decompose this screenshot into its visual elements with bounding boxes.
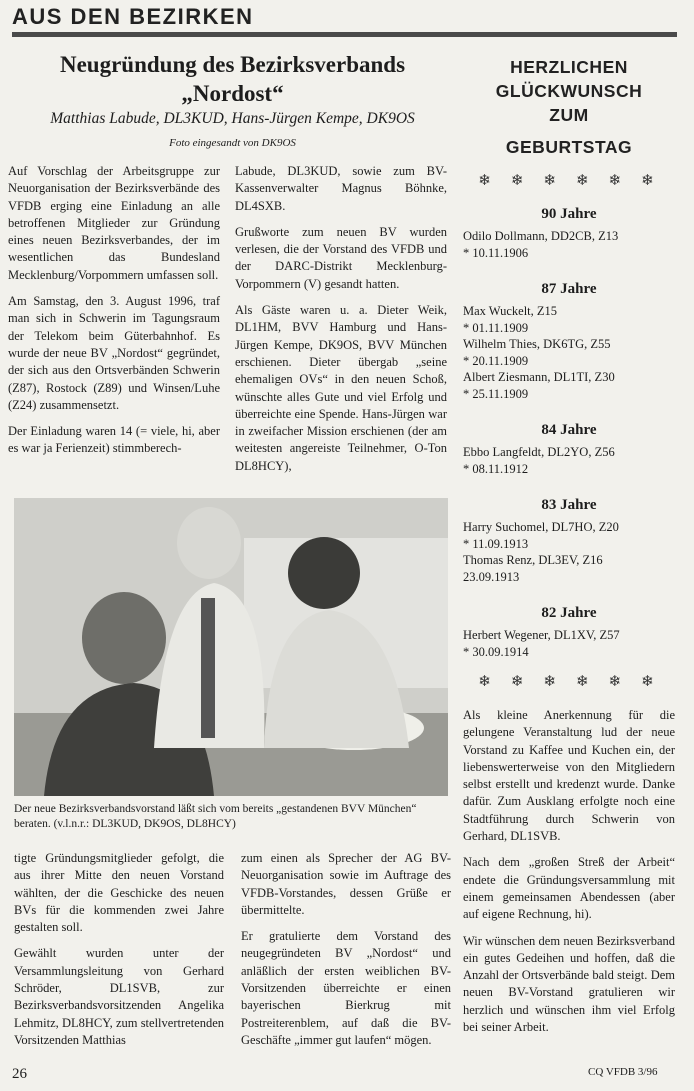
- paragraph: Labude, DL3KUD, sowie zum BV-Kassenverwalter Magnus Böhnke, DL4SXB.: [235, 164, 447, 213]
- sidebar-heading-line: ZUM: [549, 105, 589, 125]
- paragraph: Auf Vorschlag der Arbeitsgruppe zur Neuorganisation der Bezirksverbände des VFDB erging eine Einladung an alle betroffenen Mitglieder zur Gründung eines neuen Bezirksverbandes, der im wesentlichen das Bundesland Mecklenburg/Vorpommern umfassen soll.: [8, 164, 220, 282]
- paragraph: Er gratulierte dem Vorstand des neugegründeten BV „Nordost“ und anläßlich der ersten weiblichen BV-Vorsitzenden überreichte er einen bayerischen Bierkrug mit Postreiterenblem, auf daß die BV-Geschäfte „immer gut laufen“ mögen.: [241, 929, 451, 1047]
- birthday-sidebar: [463, 55, 675, 1045]
- paragraph: Nach dem „großen Streß der Arbeit“ endete die Gründungsversammlung mit einem gemeinsamen Abendessen (aber auf eigene Rechnung, hi).: [463, 855, 675, 922]
- age-group: [463, 497, 675, 585]
- birthday-entry: * 20.11.1909: [463, 353, 529, 368]
- sidebar-heading-line: HERZLICHEN: [510, 57, 628, 77]
- birthday-entry: * 25.11.1909: [463, 386, 529, 401]
- paragraph: Als Gäste waren u. a. Dieter Weik, DL1HM, BVV Hamburg und Hans-Jürgen Kempe, DK9OS, BVV München erschienen. Dieter übergab „seine ehemaligen OVs“ in den neuen Schoß, wünschte alles Gute und viel Erfolg und überreichte eine Spende. Hans-Jürgen war in zweifacher Mission erschienen (der am weitesten angereiste Teilnehmer, O-Ton DL8HCY),: [235, 303, 447, 473]
- photo-caption: Der neue Bezirksverbandsvorstand läßt sich vom bereits „gestandenen BVV München“ beraten. (v.l.n.r.: DL3KUD, DK9OS, DL8HCY): [14, 803, 417, 830]
- paragraph: Der Einladung waren 14 (= viele, hi, aber es war ja Ferienzeit) stimmberech-: [8, 424, 220, 456]
- sidebar-heading-line: GLÜCKWUNSCH: [495, 81, 643, 101]
- photo-credit: Foto eingesandt von DK9OS: [169, 137, 296, 149]
- age-heading: 82 Jahre: [541, 605, 597, 621]
- age-group: [463, 281, 675, 402]
- column-left-top: [8, 163, 220, 467]
- section-header: AUS DEN BEZIRKEN: [12, 4, 254, 29]
- paragraph: Als kleine Anerkennung für die gelungene Veranstaltung lud der neue Vorstand zu Kaffee und Kuchen ein, der liebenswerterweise von den Mitgliedern selbst erstellt und kredenzt wurde. Danke dafür. Zum Ausklang erfolgte noch eine Stadtführung durch Schwerin von Gerhard, DL1SVB.: [463, 708, 675, 844]
- birthday-entry: * 10.11.1906: [463, 245, 529, 260]
- paragraph: Wir wünschen dem neuen Bezirksverband ein gutes Gedeihen und hoffen, daß die Anzahl der Ortsverbände bald steigt. Dem neuen BV-Vorstand gratulieren wir herzlich und wünschen ihm viel Erfolg bei seiner Arbeit.: [463, 933, 675, 1035]
- age-heading: 87 Jahre: [541, 281, 597, 297]
- birthday-entry: Odilo Dollmann, DD2CB, Z13: [463, 229, 619, 243]
- age-heading: 84 Jahre: [541, 422, 597, 438]
- birthday-entry: Albert Ziesmann, DL1TI, Z30: [463, 370, 615, 384]
- column-middle-bottom: [241, 850, 451, 1058]
- paragraph: Gewählt wurden unter der Versammlungsleitung von Gerhard Schröder, DL1SVB, zur Bezirksverbandsvorsitzenden Angelika Lehmitz, DL8HCY, zum stellvertretenden Vorsitzenden Matthias: [14, 946, 224, 1047]
- age-heading: 90 Jahre: [541, 206, 597, 222]
- photo-illustration: [14, 498, 448, 796]
- birthday-entry: * 08.11.1912: [463, 461, 529, 476]
- photo-person-middle-tie: [201, 598, 215, 738]
- paragraph: zum einen als Sprecher der AG BV-Neuorganisation sowie im Auftrage des VFDB-Vorstandes, dessen Grüße er übermittelte.: [241, 851, 451, 917]
- paragraph: tigte Gründungsmitglieder gefolgt, die aus ihrer Mitte den neuen Vorstand wählten, der die Geschicke des neuen BVs für die kommenden zwei Jahre gestalten soll.: [14, 851, 224, 935]
- article-title: [10, 50, 455, 108]
- birthday-entry: 23.09.1913: [463, 569, 520, 584]
- title-line-1: Neugründung des Bezirksverbands: [59, 52, 406, 77]
- birthday-entry: Max Wuckelt, Z15: [463, 304, 558, 318]
- column-left-bottom: [14, 850, 224, 1058]
- article-authors: Matthias Labude, DL3KUD, Hans-Jürgen Kempe, DK9OS: [50, 110, 415, 127]
- header-rule: [12, 32, 677, 37]
- birthday-entry: * 30.09.1914: [463, 644, 529, 659]
- birthday-entry: * 11.09.1913: [463, 536, 529, 551]
- snowflake-divider-icon: ❄❄❄❄❄❄: [478, 674, 674, 690]
- age-heading: 83 Jahre: [541, 497, 597, 513]
- paragraph: Am Samstag, den 3. August 1996, traf man sich in Schwerin im Tagungsraum der Telekom beim Güterbahnhof. Es wurde der neue BV „Nordost“ gegründet, der sich aus den Ortsverbänden Schwerin (Z87), Rostock (Z89) und Winsen/Luhe (Z24) zusammensetzt.: [8, 294, 220, 412]
- sidebar-heading-line: GEBURTSTAG: [505, 137, 633, 157]
- group-photo: [14, 498, 448, 796]
- paragraph: Grußworte zum neuen BV wurden verlesen, die der Vorstand des VFDB und der DARC-Distrikt Mecklenburg-Vorpommern (V) gesandt hatten.: [235, 224, 447, 291]
- column-middle-top: [235, 163, 447, 484]
- birthday-entry: Harry Suchomel, DL7HO, Z20: [463, 520, 619, 534]
- journal-footer: CQ VFDB 3/96: [588, 1066, 658, 1078]
- birthday-entry: Thomas Renz, DL3EV, Z16: [463, 553, 603, 567]
- birthday-entry: * 01.11.1909: [463, 320, 529, 335]
- title-line-2: „Nordost“: [181, 81, 284, 106]
- page-number: 26: [12, 1066, 27, 1082]
- snowflake-divider-icon: ❄❄❄❄❄❄: [478, 173, 674, 189]
- age-group: [463, 422, 675, 477]
- age-group: [463, 206, 675, 261]
- photo-person-right-head: [288, 537, 360, 609]
- birthday-entry: Ebbo Langfeldt, DL2YO, Z56: [463, 445, 615, 459]
- birthday-entry: Wilhelm Thies, DK6TG, Z55: [463, 337, 611, 351]
- birthday-entry: Herbert Wegener, DL1XV, Z57: [463, 628, 620, 642]
- photo-person-left-head: [82, 592, 166, 684]
- age-group: [463, 605, 675, 660]
- photo-person-middle-head: [177, 507, 241, 579]
